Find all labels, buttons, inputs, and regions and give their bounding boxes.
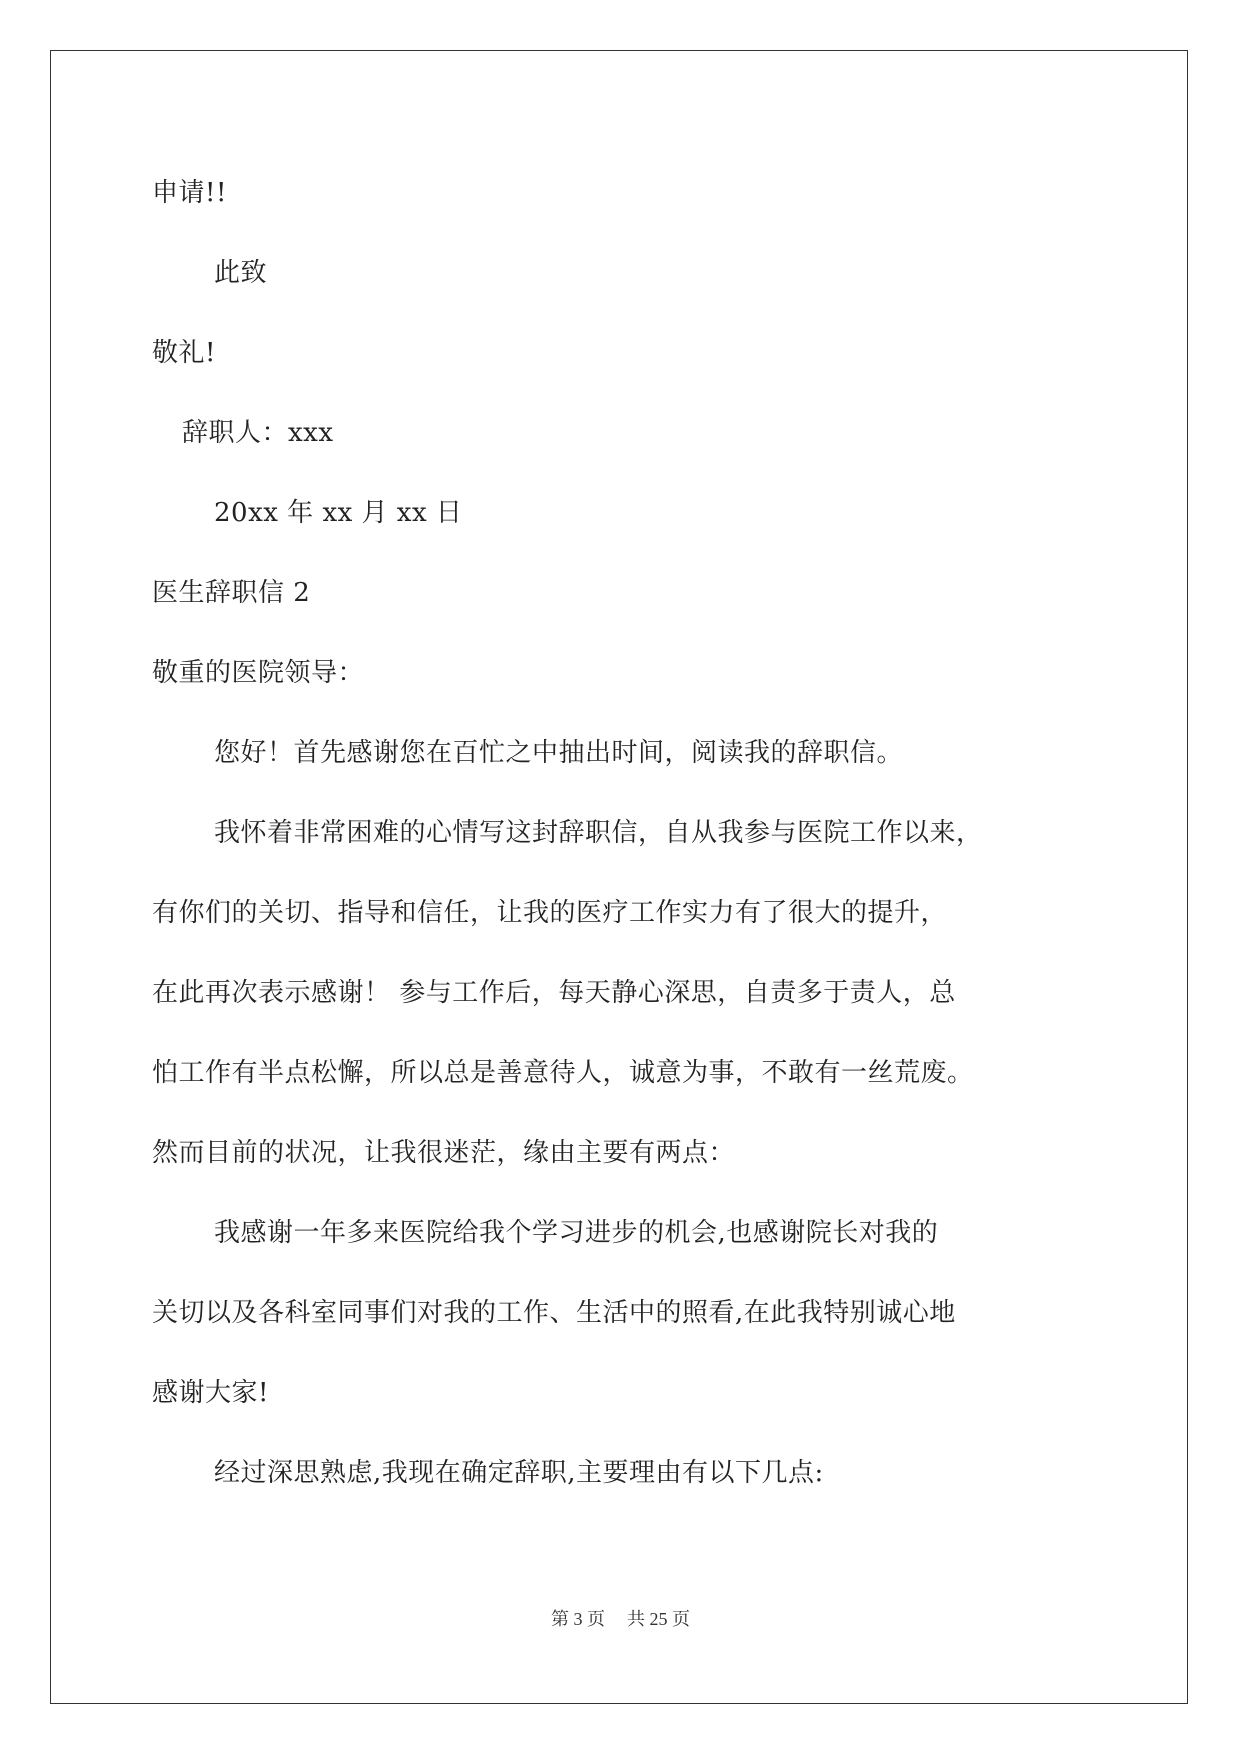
page-number-total: 共 25 页 <box>627 1609 690 1629</box>
paragraph-line: 有你们的关切、指导和信任，让我的医疗工作实力有了很大的提升， <box>152 898 948 928</box>
page-number-current: 第 3 页 <box>551 1609 605 1629</box>
paragraph-line: 我怀着非常困难的心情写这封辞职信，自从我参与医院工作以来， <box>214 818 983 848</box>
text-line-date: 20xx 年 xx 月 xx 日 <box>214 498 463 528</box>
paragraph-line: 经过深思熟虑,我现在确定辞职,主要理由有以下几点: <box>214 1458 824 1488</box>
paragraph-line: 我感谢一年多来医院给我个学习进步的机会,也感谢院长对我的 <box>214 1218 939 1248</box>
text-line-greeting: 敬重的医院领导： <box>152 658 365 688</box>
paragraph-line: 您好！首先感谢您在百忙之中抽出时间，阅读我的辞职信。 <box>214 738 904 768</box>
text-line-salutation-jingli: 敬礼! <box>152 338 216 368</box>
text-line-signer: 辞职人：xxx <box>182 418 334 448</box>
page-footer <box>0 1607 1241 1631</box>
paragraph-line: 然而目前的状况，让我很迷茫，缘由主要有两点： <box>152 1138 736 1168</box>
text-line-salutation-cizhi: 此致 <box>214 258 268 288</box>
text-line-closing-request: 申请!! <box>152 178 227 208</box>
paragraph-line: 感谢大家! <box>152 1378 269 1408</box>
paragraph-line: 怕工作有半点松懈，所以总是善意待人，诚意为事，不敢有一丝荒废。 <box>152 1058 974 1088</box>
section-heading: 医生辞职信 2 <box>152 578 311 608</box>
paragraph-line: 关切以及各科室同事们对我的工作、生活中的照看,在此我特别诚心地 <box>152 1298 956 1328</box>
paragraph-line: 在此再次表示感谢！ 参与工作后，每天静心深思，自责多于责人，总 <box>152 978 956 1008</box>
